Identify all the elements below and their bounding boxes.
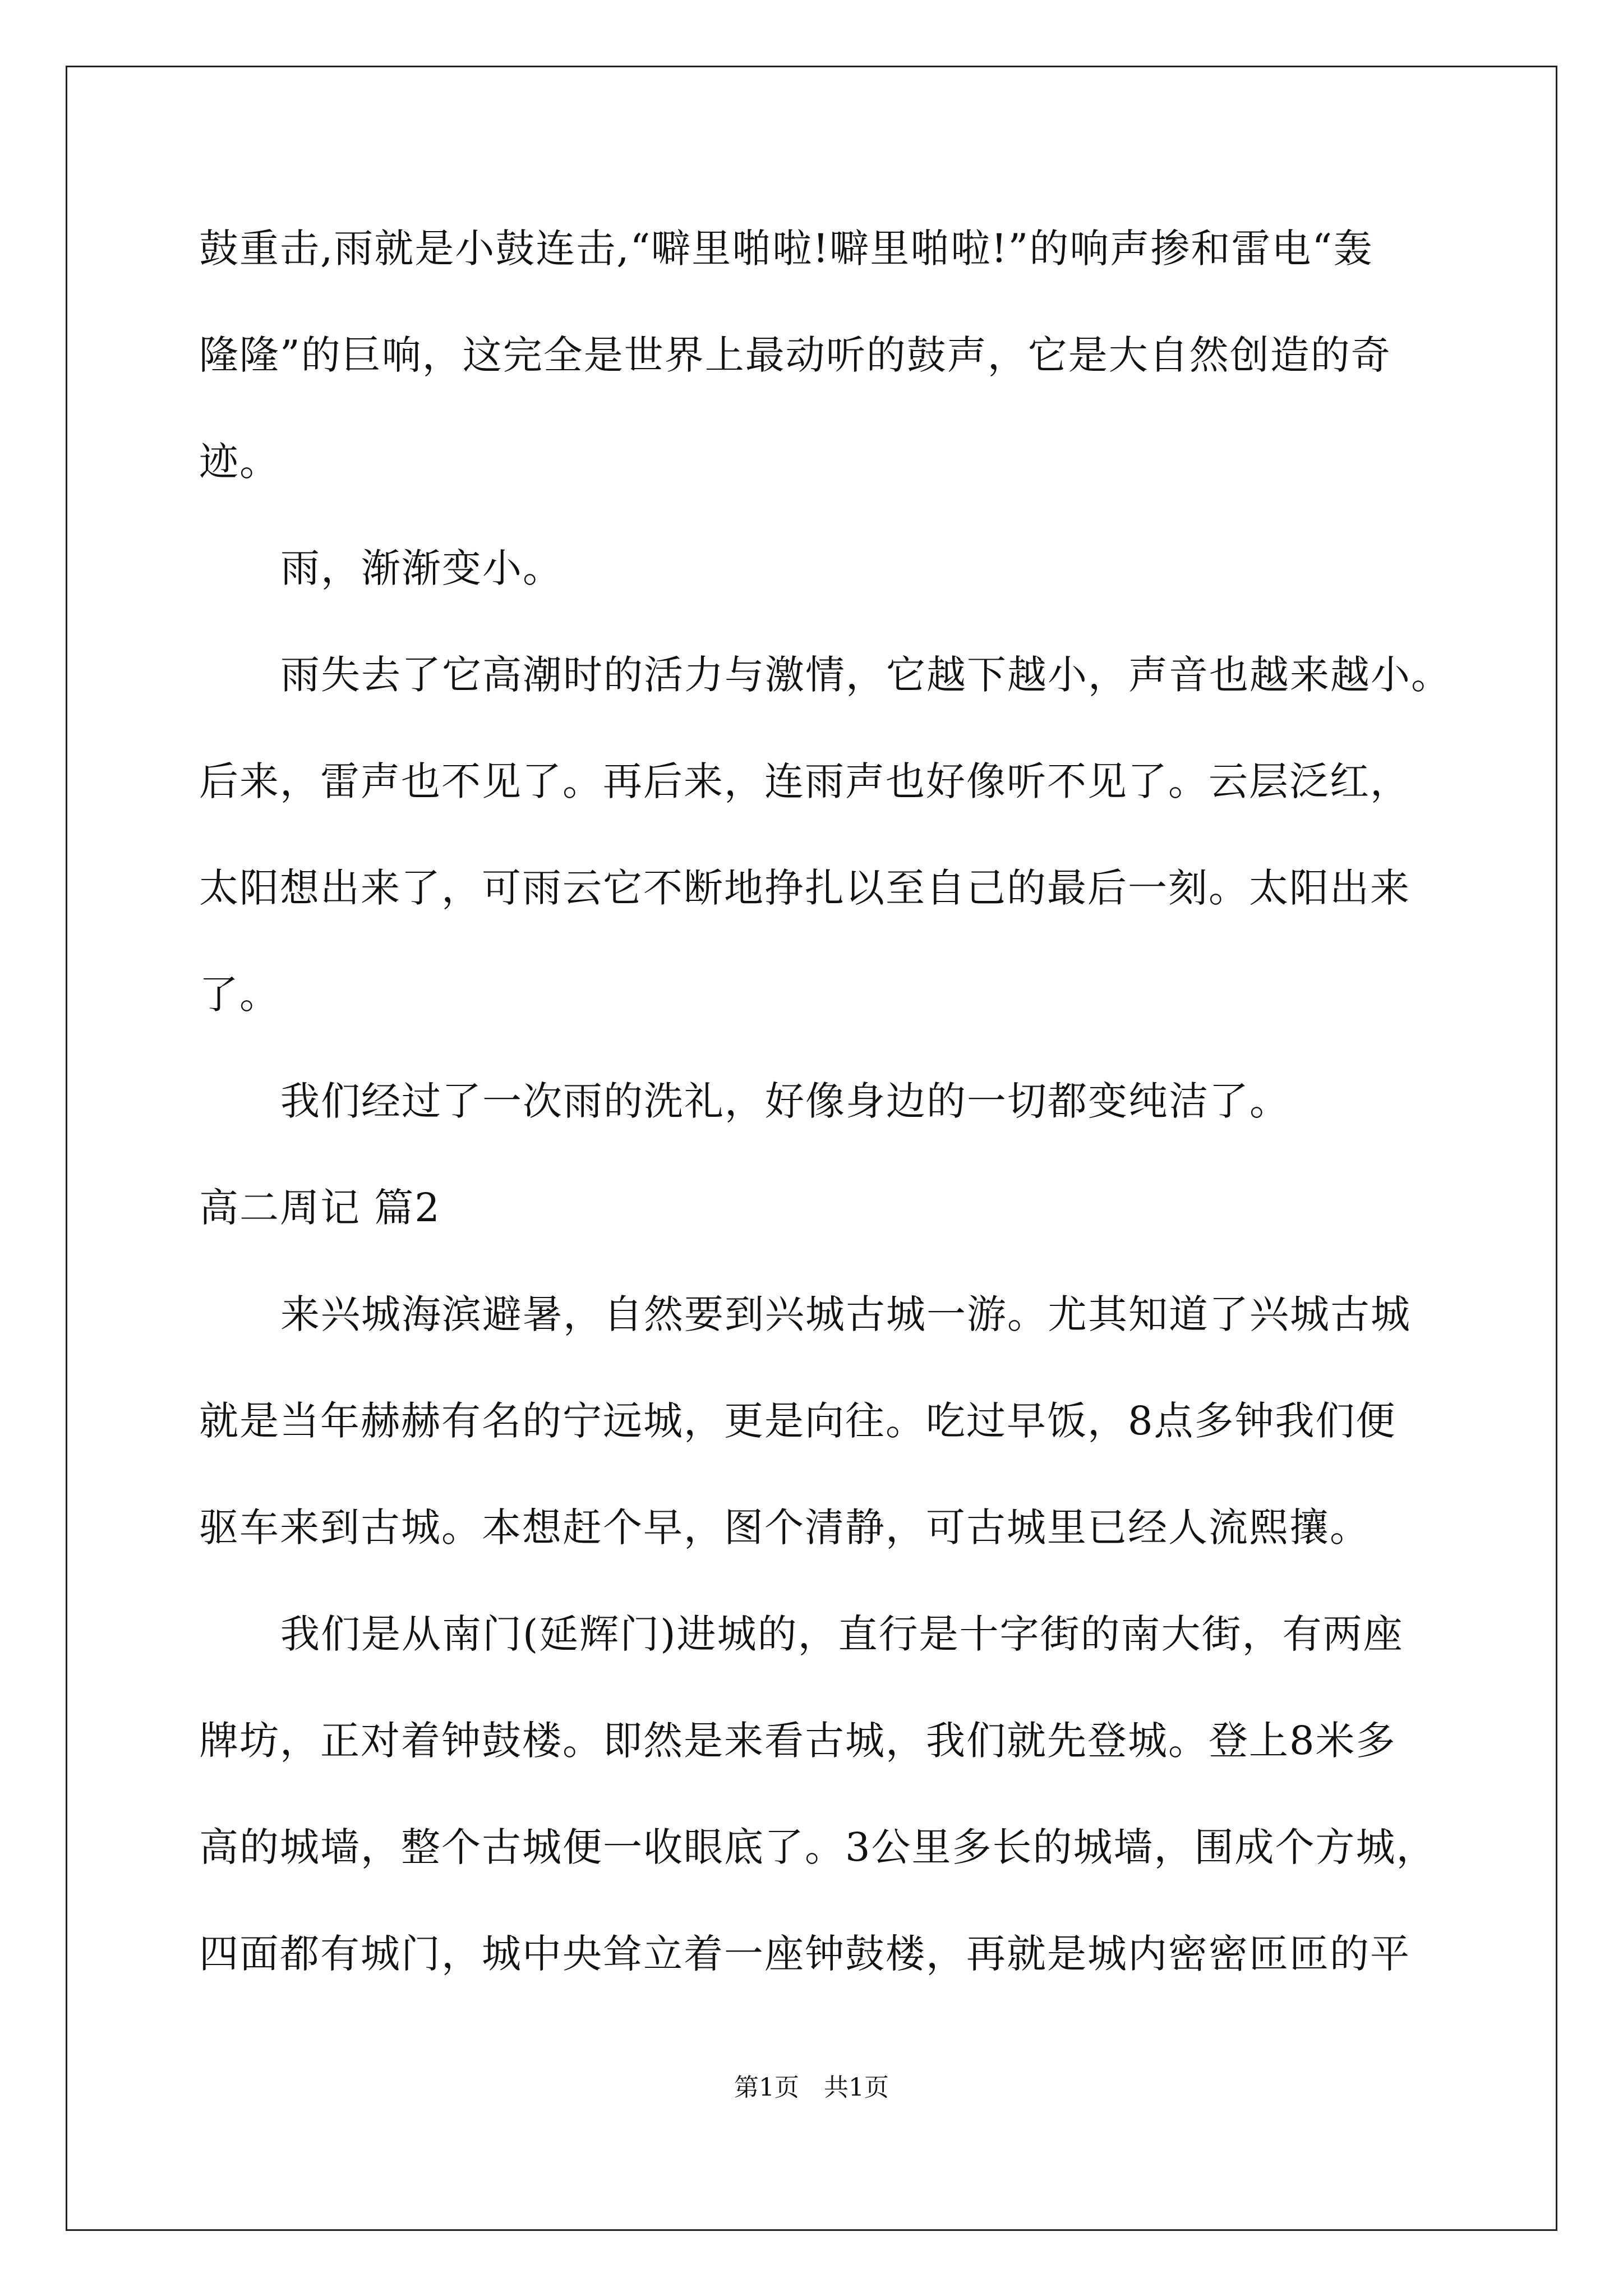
- text-line-9: 我们经过了一次雨的洗礼，好像身边的一切都变纯洁了。: [280, 1078, 1290, 1124]
- section-heading: 高二周记 篇2: [199, 1185, 441, 1231]
- page-footer: 第1页 共1页: [734, 2073, 889, 2102]
- text-line-17: 四面都有城门，城中央耸立着一座钟鼓楼，再就是城内密密匝匝的平: [199, 1931, 1410, 1977]
- text-line-3: 迹。: [199, 439, 280, 485]
- text-line-7: 太阳想出来了，可雨云它不断地挣扎以至自己的最后一刻。太阳出来: [199, 865, 1410, 911]
- text-line-16: 高的城墙，整个古城便一收眼底了。3公里多长的城墙，围成个方城，: [199, 1824, 1437, 1870]
- text-line-14: 我们是从南门(延辉门)进城的，直行是十字街的南大街，有两座: [280, 1611, 1404, 1657]
- text-line-1: 鼓重击,雨就是小鼓连击,“噼里啪啦!噼里啪啦!”的响声掺和雷电“轰: [199, 226, 1374, 272]
- text-line-11: 来兴城海滨避暑，自然要到兴城古城一游。尤其知道了兴城古城: [280, 1291, 1411, 1337]
- text-line-5: 雨失去了它高潮时的活力与激情，它越下越小，声音也越来越小。: [280, 652, 1451, 698]
- text-line-8: 了。: [199, 972, 280, 1018]
- text-line-13: 驱车来到古城。本想赶个早，图个清静，可古城里已经人流熙攘。: [199, 1504, 1370, 1550]
- text-line-15: 牌坊，正对着钟鼓楼。即然是来看古城，我们就先登城。登上8米多: [199, 1718, 1396, 1764]
- text-line-2: 隆隆”的巨响，这完全是世界上最动听的鼓声，它是大自然创造的奇: [199, 332, 1391, 378]
- page-border: [66, 66, 1557, 2231]
- text-line-12: 就是当年赫赫有名的宁远城，更是向往。吃过早饭，8点多钟我们便: [199, 1398, 1396, 1444]
- paragraph-rain-smaller: 雨，渐渐变小。: [280, 545, 563, 591]
- text-line-6: 后来，雷声也不见了。再后来，连雨声也好像听不见了。云层泛红，: [199, 758, 1410, 804]
